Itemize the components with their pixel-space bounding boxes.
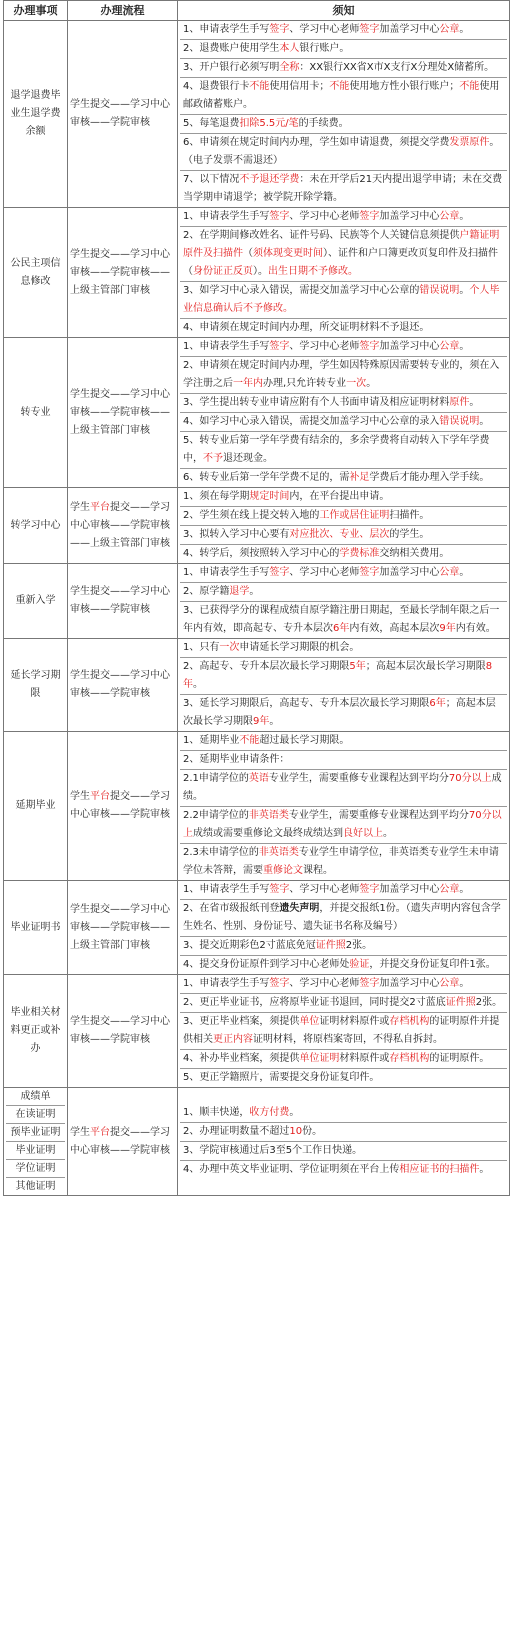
highlight-text: 不能: [459, 81, 480, 92]
flow-cell: [68, 975, 178, 1088]
note-item: [180, 78, 507, 115]
note-text: 5、每笔退费: [183, 118, 240, 129]
flow-text: 学生: [70, 501, 90, 513]
note-text: 、学习中心老师: [289, 884, 360, 895]
item-cell: 转学习中心: [4, 488, 68, 564]
note-text: 2.3未申请学位的: [183, 847, 259, 858]
table-row: [4, 564, 510, 639]
note-text: 2、办理证明数量不超过: [183, 1126, 290, 1137]
note-text: 2、申请须在规定时间内办理，学生如因特殊原因需要转专业的，须在入学注册之后: [183, 360, 500, 389]
notes-cell: [178, 338, 510, 488]
flow-text: 学生提交——学习中心审核——学院审核: [70, 1016, 170, 1045]
highlight-text: 签字: [359, 567, 380, 578]
highlight-text: 收方付费: [249, 1107, 290, 1118]
note-text: 、学习中心老师: [289, 978, 360, 989]
notes-cell: [178, 975, 510, 1088]
highlight-text: 签字: [269, 884, 290, 895]
note-item: [180, 1123, 507, 1142]
table-row: [4, 975, 510, 1088]
note-item: [180, 1013, 507, 1050]
flow-text: 学生: [70, 1126, 90, 1138]
note-text: 成绩。: [183, 773, 502, 802]
note-text: 。: [469, 397, 480, 408]
note-item: [180, 134, 507, 171]
note-item: [180, 564, 507, 583]
note-text: 4、办理中英文毕业证明、学位证明须在平台上传: [183, 1164, 400, 1175]
highlight-text: 证件照: [445, 997, 476, 1008]
note-item: [180, 469, 507, 487]
flow-highlight: 平台: [90, 1126, 110, 1138]
note-item: [180, 881, 507, 900]
highlight-text: 证件照: [315, 940, 346, 951]
note-text: 1、申请表学生手写: [183, 211, 270, 222]
note-item: [180, 1161, 507, 1179]
note-text: 。: [269, 716, 280, 727]
highlight-text: 本人: [279, 43, 300, 54]
note-text: 课程。: [303, 865, 333, 876]
note-text: ）、证件和户口簿更改页复印件及扫描件（: [183, 248, 498, 277]
note-text: 3、已获得学分的课程成绩自原学籍注册日期起，至最长学制年限之后一年内有效，即高起专、专升本层次: [183, 605, 500, 634]
note-text: 学费后才能办理入学手续。: [369, 472, 490, 483]
notes-cell: [178, 488, 510, 564]
note-item: [180, 583, 507, 602]
note-text: 加盖学习中心: [379, 341, 440, 352]
highlight-text: 退学: [229, 586, 250, 597]
note-item: [180, 844, 507, 880]
highlight-text: 错误说明: [419, 285, 460, 296]
flow-cell: [68, 881, 178, 975]
highlight-text: 公章: [439, 567, 460, 578]
highlight-text: 70分以上: [183, 810, 502, 839]
note-text: 6、申请须在规定时间内办理，学生如申请退费，须提交学费: [183, 137, 450, 148]
note-text: 内有效，高起本层次: [349, 623, 440, 634]
note-text: 、学习中心老师: [289, 567, 360, 578]
certificate-type: 毕业证明: [6, 1142, 65, 1160]
highlight-text: 英语: [248, 773, 269, 784]
item-cell: 退学退费毕业生退学费余额: [4, 21, 68, 208]
note-text: 5、转专业后第一学年学费有结余的，多余学费将自动转入下学年学费中，: [183, 435, 490, 464]
note-text: 2张。: [345, 940, 373, 951]
certificate-type: 在读证明: [6, 1106, 65, 1124]
note-text: 4、退费银行卡: [183, 81, 250, 92]
flow-cell: [68, 488, 178, 564]
highlight-text: 规定时间: [249, 491, 290, 502]
note-text: 交纳相关费用。: [379, 548, 450, 559]
note-text: 。: [459, 211, 470, 222]
note-item: [180, 1069, 507, 1087]
table-row: [4, 21, 510, 208]
note-text: 1、申请表学生手写: [183, 341, 270, 352]
affairs-table: [3, 0, 510, 1196]
highlight-text: 出生日期不予修改。: [268, 266, 358, 277]
bold-text: 遗失声明: [279, 903, 320, 914]
note-text: 2.1申请学位的: [183, 773, 249, 784]
highlight-text: 须体现变更时间: [253, 248, 323, 259]
item-cell: 转专业: [4, 338, 68, 488]
note-item: [180, 545, 507, 563]
note-item: [180, 59, 507, 78]
note-text: 4、转学后，须按照转入学习中心的: [183, 548, 340, 559]
highlight-text: 6年: [429, 698, 446, 709]
note-item: [180, 432, 507, 469]
note-text: 成绩或需要重修论文最终成绩达到: [193, 828, 343, 839]
highlight-text: 一年内: [233, 378, 263, 389]
flow-text: 学生: [70, 791, 90, 802]
highlight-text: 验证: [349, 959, 370, 970]
highlight-text: 存档机构: [389, 1016, 430, 1027]
highlight-text: 重修论文: [263, 865, 303, 876]
highlight-text: 身份证正反页: [193, 266, 253, 277]
flow-text: 学生提交——学习中心审核——学院审核——上级主管部门审核: [70, 248, 170, 296]
note-text: 。: [479, 1164, 490, 1175]
note-text: 专业学生，需要重修专业课程达到平均分: [268, 773, 449, 784]
notes-cell: [178, 881, 510, 975]
flow-cell: [68, 208, 178, 338]
note-item: [180, 1142, 507, 1161]
note-text: 1、只有: [183, 642, 220, 653]
item-cell: 延期毕业: [4, 732, 68, 881]
note-text: 加盖学习中心: [379, 211, 440, 222]
note-text: 1、延期毕业: [183, 735, 240, 746]
highlight-text: 良好以上: [343, 828, 383, 839]
certificate-type: 预毕业证明: [6, 1124, 65, 1142]
note-item: [180, 639, 507, 658]
note-item: [180, 770, 507, 807]
note-item: [180, 357, 507, 394]
note-text: （: [243, 248, 253, 259]
table-row: [4, 732, 510, 881]
note-item: [180, 658, 507, 695]
flow-text: 学生提交——学习中心审核——学院审核——上级主管部门审核: [70, 388, 170, 436]
note-item: [180, 1104, 507, 1123]
table-row: [4, 881, 510, 975]
note-text: 材料原件或: [339, 1053, 390, 1064]
note-text: 。: [479, 416, 490, 427]
note-text: 扫描件。: [389, 510, 430, 521]
highlight-text: 6年: [333, 623, 350, 634]
highlight-text: 一次: [346, 378, 367, 389]
highlight-text: 个人毕业信息确认后不予修改。: [183, 285, 500, 314]
flow-cell: [68, 564, 178, 639]
note-text: 4、补办毕业档案，须提供: [183, 1053, 300, 1064]
highlight-text: 不予退还学费: [239, 174, 300, 185]
note-text: ）。: [253, 266, 268, 277]
highlight-text: 10: [289, 1126, 303, 1137]
note-text: 。: [366, 378, 377, 389]
note-item: [180, 208, 507, 227]
note-text: 2、在省市级报纸刊登: [183, 903, 280, 914]
highlight-text: 9年: [439, 623, 456, 634]
note-text: ：未在开学后21天内提出退学申请；未在交费当学期申请退学；被学院开除学籍。: [183, 174, 503, 203]
note-text: 7、以下情况: [183, 174, 240, 185]
highlight-text: 签字: [359, 211, 380, 222]
note-text: 的手续费。: [298, 118, 349, 129]
note-text: 3、拟转入学习中心要有: [183, 529, 290, 540]
highlight-text: 扣除5.5元/笔: [239, 118, 299, 129]
note-text: ；高起本层次最长学习期限: [183, 698, 496, 727]
note-text: 、学习中心老师: [289, 341, 360, 352]
highlight-text: 9年: [253, 716, 270, 727]
note-item: [180, 394, 507, 413]
note-text: 申请延长学习期限的机会。: [239, 642, 360, 653]
note-text: 。: [459, 978, 470, 989]
note-text: 2张。: [475, 997, 503, 1008]
note-text: 4、提交身份证原件到学习中心老师处: [183, 959, 350, 970]
highlight-text: 签字: [269, 567, 290, 578]
note-item: [180, 338, 507, 357]
note-text: 1、申请表学生手写: [183, 567, 270, 578]
note-text: 退还现金。: [223, 453, 273, 464]
highlight-text: 5年: [349, 661, 366, 672]
highlight-text: 不能: [249, 81, 270, 92]
highlight-text: 存档机构: [389, 1053, 430, 1064]
note-text: 。（电子发票不需退还）: [183, 137, 500, 166]
certificate-type: 成绩单: [6, 1088, 65, 1106]
note-text: 3、学生提出转专业申请应附有个人书面申请及相应证明材料: [183, 397, 450, 408]
item-cell: 重新入学: [4, 564, 68, 639]
note-text: 。: [459, 567, 470, 578]
note-text: 、学习中心老师: [289, 24, 360, 35]
notes-cell: [178, 732, 510, 881]
note-text: 2、更正毕业证书，应将原毕业证书退回，同时提交2寸蓝底: [183, 997, 446, 1008]
note-item: [180, 319, 507, 337]
note-text: 。: [459, 884, 470, 895]
highlight-text: 不予: [203, 453, 223, 464]
flow-highlight: 平台: [90, 791, 110, 802]
note-item: [180, 40, 507, 59]
note-text: 3、学院审核通过后3至5个工作日快递。: [183, 1145, 363, 1156]
note-text: 证明材料原件或: [319, 1016, 390, 1027]
flow-cell: [68, 21, 178, 208]
note-text: 使用邮政储蓄账户。: [183, 81, 500, 110]
flow-text: 提交——学习中心审核——学院审核——上级主管部门审核: [70, 501, 170, 549]
highlight-text: 对应批次、专业、层次: [289, 529, 390, 540]
highlight-text: 签字: [269, 341, 290, 352]
highlight-text: 签字: [359, 24, 380, 35]
note-item: [180, 695, 507, 731]
highlight-text: 补足: [349, 472, 370, 483]
note-item: [180, 937, 507, 956]
highlight-text: 公章: [439, 341, 460, 352]
table-body: [4, 21, 510, 1196]
note-text: 1、申请表学生手写: [183, 24, 270, 35]
highlight-text: 更正内容: [213, 1034, 253, 1045]
note-item: [180, 975, 507, 994]
highlight-text: 70分以上: [448, 773, 492, 784]
note-text: 2、原学籍: [183, 586, 230, 597]
note-text: 3、开户银行必须写明: [183, 62, 280, 73]
note-item: [180, 526, 507, 545]
flow-cell: [68, 639, 178, 732]
header-row: [4, 1, 510, 21]
highlight-text: 学费标准: [339, 548, 380, 559]
note-text: 的证明原件。: [429, 1053, 490, 1064]
flow-text: 学生提交——学习中心审核——学院审核——上级主管部门审核: [70, 903, 170, 951]
note-item: [180, 956, 507, 974]
note-text: 加盖学习中心: [379, 567, 440, 578]
highlight-text: 不能: [239, 735, 260, 746]
note-text: 的证明原件并提供相关: [183, 1016, 500, 1045]
header-notes: 须知: [178, 1, 510, 21]
note-text: 1、须在每学期: [183, 491, 250, 502]
highlight-text: 公章: [439, 211, 460, 222]
highlight-text: 8年: [183, 661, 493, 690]
note-text: 1、申请表学生手写: [183, 978, 270, 989]
note-text: 1、顺丰快递，: [183, 1107, 250, 1118]
item-cell: 毕业相关材料更正或补办: [4, 975, 68, 1088]
note-item: [180, 507, 507, 526]
item-cell: 公民主项信息修改: [4, 208, 68, 338]
flow-cell: [68, 1088, 178, 1196]
note-text: 使用地方性小银行账户；: [349, 81, 460, 92]
flow-text: 提交——学习中心审核——学院审核: [70, 791, 170, 820]
highlight-text: 单位证明: [299, 1053, 340, 1064]
note-text: 银行账户。: [299, 43, 350, 54]
note-text: 4、申请须在规定时间内办理，所交证明材料不予退还。: [183, 322, 430, 333]
highlight-text: 非英语类: [258, 847, 299, 858]
highlight-text: 签字: [359, 884, 380, 895]
note-item: [180, 1050, 507, 1069]
highlight-text: 工作或居住证明: [319, 510, 390, 521]
notes-cell: [178, 639, 510, 732]
certificate-type: 学位证明: [6, 1160, 65, 1178]
flow-text: 学生提交——学习中心审核——学院审核: [70, 670, 170, 699]
note-text: 。: [459, 285, 470, 296]
table-row: [4, 639, 510, 732]
flow-cell: [68, 338, 178, 488]
note-text: ，并提交身份证复印件1张。: [369, 959, 496, 970]
note-text: 办理,只允许转专业: [263, 378, 347, 389]
note-item: [180, 994, 507, 1013]
item-cell: [4, 1088, 68, 1196]
note-text: 2、学生须在线上提交转入地的: [183, 510, 320, 521]
note-text: 2.2申请学位的: [183, 810, 249, 821]
note-text: 2、在学期间修改姓名、证件号码、民族等个人关键信息须提供: [183, 230, 460, 241]
note-text: 5、更正学籍照片，需要提交身份证复印件。: [183, 1072, 380, 1083]
flow-cell: [68, 732, 178, 881]
note-text: 的学生。: [389, 529, 430, 540]
note-item: [180, 227, 507, 282]
flow-text: 学生提交——学习中心审核——学院审核: [70, 99, 170, 128]
note-text: 加盖学习中心: [379, 24, 440, 35]
note-text: ，并提交报纸1份。（遗失声明内容包含学生姓名、性别、身份证号、遗失证书名称及编号）: [183, 903, 501, 932]
highlight-text: 发票原件: [449, 137, 490, 148]
note-text: 使用信用卡；: [269, 81, 330, 92]
highlight-text: 不能: [329, 81, 350, 92]
highlight-text: 公章: [439, 24, 460, 35]
note-text: 。: [289, 1107, 300, 1118]
table-row: [4, 1088, 510, 1196]
highlight-text: 全称: [279, 62, 300, 73]
note-text: 2、高起专、专升本层次最长学习期限: [183, 661, 350, 672]
note-text: 3、延长学习期限后，高起专、专升本层次最长学习期限: [183, 698, 430, 709]
notes-cell: [178, 564, 510, 639]
note-text: 6、转专业后第一学年学费不足的，需: [183, 472, 350, 483]
note-item: [180, 751, 507, 770]
note-text: ；高起本层次最长学习期限: [365, 661, 486, 672]
note-text: ：XX银行XX省X市X支行X分理处X储蓄所。: [299, 62, 495, 73]
note-text: 内有效。: [455, 623, 496, 634]
note-text: 、学习中心老师: [289, 211, 360, 222]
note-text: 3、更正毕业档案，须提供: [183, 1016, 300, 1027]
highlight-text: 签字: [269, 24, 290, 35]
note-text: 4、如学习中心录入错误，需提交加盖学习中心公章的录入: [183, 416, 440, 427]
note-text: 专业学生，需要重修专业课程达到平均分: [288, 810, 469, 821]
note-item: [180, 282, 507, 319]
note-text: 加盖学习中心: [379, 978, 440, 989]
note-text: 证明材料，将原档案寄回，不得私自拆封。: [253, 1034, 443, 1045]
highlight-text: 原件: [449, 397, 470, 408]
notes-cell: [178, 208, 510, 338]
highlight-text: 非英语类: [248, 810, 289, 821]
note-item: [180, 21, 507, 40]
header-flow: 办理流程: [68, 1, 178, 21]
note-item: [180, 900, 507, 937]
note-item: [180, 732, 507, 751]
note-text: 3、提交近期彩色2寸蓝底免冠: [183, 940, 316, 951]
table-row: [4, 338, 510, 488]
note-text: 。: [383, 828, 393, 839]
note-item: [180, 171, 507, 207]
highlight-text: 签字: [359, 978, 380, 989]
notes-cell: [178, 21, 510, 208]
note-text: 1、申请表学生手写: [183, 884, 270, 895]
highlight-text: 公章: [439, 978, 460, 989]
note-text: 加盖学习中心: [379, 884, 440, 895]
note-text: 超过最长学习期限。: [259, 735, 350, 746]
item-cell: 延长学习期限: [4, 639, 68, 732]
note-item: [180, 413, 507, 432]
note-text: 份。: [302, 1126, 323, 1137]
note-text: 。: [459, 341, 470, 352]
highlight-text: 相应证书的扫描件: [399, 1164, 480, 1175]
certificate-type: 其他证明: [15, 1181, 56, 1192]
note-item: [180, 488, 507, 507]
flow-text: 提交——学习中心审核——学院审核: [70, 1126, 170, 1156]
notes-cell: [178, 1088, 510, 1196]
highlight-text: 单位: [299, 1016, 320, 1027]
note-text: 。: [193, 679, 203, 690]
note-item: [180, 807, 507, 844]
item-cell: 毕业证明书: [4, 881, 68, 975]
note-text: 2、延期毕业申请条件：: [183, 754, 290, 765]
note-item: [180, 602, 507, 638]
header-item: 办理事项: [4, 1, 68, 21]
highlight-text: 签字: [269, 211, 290, 222]
highlight-text: 户籍证明原件及扫描件: [183, 230, 500, 259]
highlight-text: 签字: [269, 978, 290, 989]
note-text: 专业学生申请学位，非英语类专业学生未申请学位未答辩，需要: [183, 847, 499, 876]
note-text: 内，在平台提出申请。: [289, 491, 390, 502]
highlight-text: 公章: [439, 884, 460, 895]
note-text: 。: [249, 586, 260, 597]
highlight-text: 一次: [219, 642, 240, 653]
table-row: [4, 208, 510, 338]
highlight-text: 签字: [359, 341, 380, 352]
note-text: 。: [459, 24, 470, 35]
note-item: [180, 115, 507, 134]
table-row: [4, 488, 510, 564]
note-text: 3、如学习中心录入错误，需提交加盖学习中心公章的: [183, 285, 420, 296]
flow-highlight: 平台: [90, 501, 110, 513]
highlight-text: 错误说明: [439, 416, 480, 427]
note-text: 2、退费账户使用学生: [183, 43, 280, 54]
flow-text: 学生提交——学习中心审核——学院审核: [70, 586, 170, 615]
